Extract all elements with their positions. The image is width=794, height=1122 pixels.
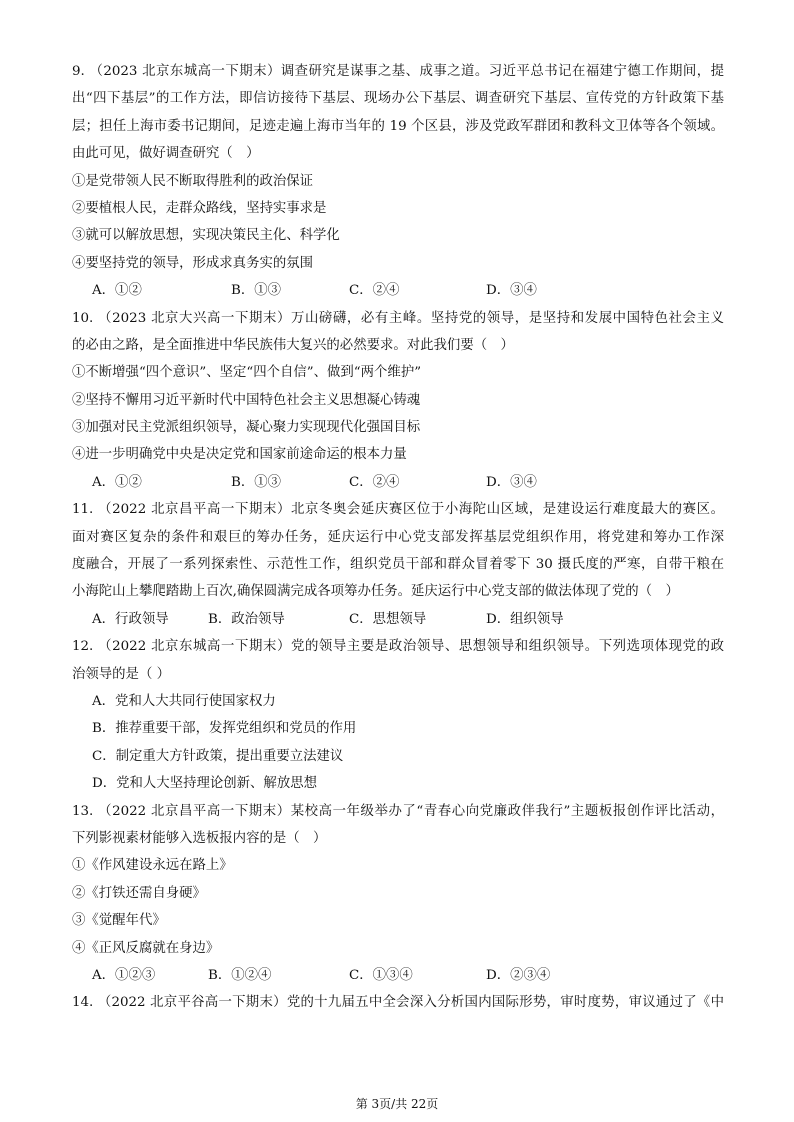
statement-item: ③加强对民主党派组织领导，凝心聚力实现现代化强国目标 [72, 420, 421, 436]
option-a: A．党和人大共同行使国家权力 [92, 693, 276, 709]
question-stem-line: 14. （2022 北京平谷高一下期末）党的十九届五中全会深入分析国内国际形势，审时度势，审议通过了《中 [72, 995, 724, 1011]
option-c: C．②④ [349, 474, 400, 490]
option-d: D．③④ [486, 283, 537, 299]
statement-item: ①《作风建设永远在路上》 [72, 858, 233, 874]
option-a: A．行政领导 [92, 611, 169, 627]
option-c: C．思想领导 [349, 611, 427, 627]
answer-options [72, 962, 724, 989]
question-12 [72, 633, 724, 797]
question-stem-line: 出“四下基层”的工作方法，即信访接待下基层、现场办公下基层、调查研究下基层、宣传党的方针政策下基 [72, 91, 724, 107]
question-stem-line: 10. （2023 北京大兴高一下期末）万山磅礴，必有主峰。坚持党的领导，是坚持和发展中国特色社会主义 [72, 310, 724, 326]
question-stem-line: 小海陀山上攀爬踏勘上百次,确保圆满完成各项筹办任务。延庆运行中心党支部的做法体现了党的（ ） [72, 584, 679, 600]
answer-options [72, 606, 724, 633]
question-stem-line: 的必由之路，是全面推进中华民族伟大复兴的必然要求。对此我们要（ ） [72, 337, 514, 353]
question-stem-line: 9. （2023 北京东城高一下期末）调查研究是谋事之基、成事之道。习近平总书记在福建宁德工作期间，提 [72, 64, 724, 79]
document-page [72, 58, 724, 1017]
question-stem-line: 下列影视素材能够入选板报内容的是（ ） [72, 830, 327, 846]
question-stem-line: 面对赛区复杂的条件和艰巨的筹办任务，延庆运行中心党支部发挥基层党组织作用，将党建和筹办工作深 [72, 529, 724, 545]
option-d: D．②③④ [486, 967, 551, 983]
question-9 [72, 58, 724, 305]
statement-item: ②要植根人民，走群众路线，坚持实事求是 [72, 200, 327, 216]
statement-item: ②《打铁还需自身硬》 [72, 885, 206, 901]
question-14 [72, 989, 724, 1016]
option-a: A．①② [92, 474, 142, 490]
statement-item: ④进一步明确党中央是决定党和国家前途命运的根本力量 [72, 447, 407, 463]
question-11 [72, 496, 724, 633]
option-d: D．组织领导 [486, 611, 564, 627]
statement-item: ①不断增强“四个意识”、坚定“四个自信”、做到“两个维护” [72, 365, 422, 381]
question-stem-line: 层；担任上海市委书记期间，足迹走遍上海市当年的 19 个区县，涉及党政军群团和教科文卫体等各个领域。 [72, 118, 724, 134]
option-a: A．①②③ [92, 967, 156, 983]
statement-item: ④《正风反腐就在身边》 [72, 940, 220, 956]
page-number-footer: 第 3页/共 22页 [355, 1097, 439, 1111]
question-13 [72, 798, 724, 990]
option-d: D．③④ [486, 474, 537, 490]
option-b: B．①②④ [208, 967, 272, 983]
option-b: B．政治领导 [208, 611, 285, 627]
option-c: C．①③④ [349, 967, 413, 983]
statement-item: ④要坚持党的领导，形成求真务实的氛围 [72, 255, 314, 271]
answer-options [72, 277, 724, 304]
statement-item: ①是党带领人民不断取得胜利的政治保证 [72, 173, 314, 189]
option-c: C．②④ [349, 283, 400, 299]
question-stem-line: 度融合，开展了一系列探索性、示范性工作，组织党员干部和群众冒着零下 30 摄氏度的严寒，自带干粮在 [72, 557, 724, 573]
option-b: B．①③ [231, 474, 282, 490]
question-stem-line: 治领导的是（ ） [72, 666, 170, 682]
question-stem-line: 由此可见，做好调查研究（ ） [72, 146, 260, 162]
statement-item: ③《觉醒年代》 [72, 913, 166, 929]
question-stem-line: 13. （2022 北京昌平高一下期末）某校高一年级举办了“青春心向党廉政伴我行”主题板报创作评比活动， [72, 803, 724, 819]
option-d: D．党和人大坚持理论创新、解放思想 [92, 776, 317, 792]
question-stem-line: 12. （2022 北京东城高一下期末）党的领导主要是政治领导、思想领导和组织领导。下列选项体现党的政 [72, 639, 724, 655]
option-b: B．①③ [231, 283, 282, 299]
statement-item: ②坚持不懈用习近平新时代中国特色社会主义思想凝心铸魂 [72, 392, 421, 408]
option-a: A．①② [92, 283, 142, 299]
answer-options [72, 469, 724, 496]
question-10 [72, 305, 724, 497]
option-c: C．制定重大方针政策，提出重要立法建议 [92, 748, 344, 764]
statement-item: ③就可以解放思想，实现决策民主化、科学化 [72, 228, 340, 244]
option-b: B．推荐重要干部，发挥党组织和党员的作用 [92, 721, 357, 737]
question-stem-line: 11. （2022 北京昌平高一下期末）北京冬奥会延庆赛区位于小海陀山区域，是建设运行难度最大的赛区。 [72, 502, 724, 518]
